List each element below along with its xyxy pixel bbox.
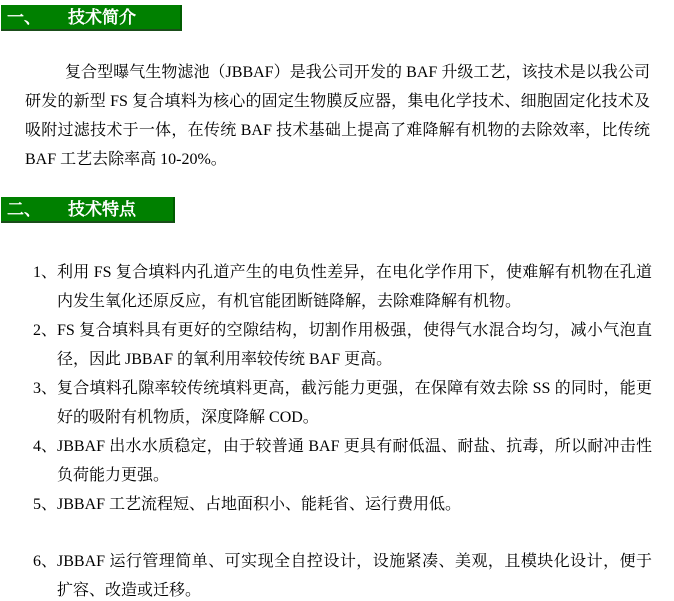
list-item-text: 复合填料孔隙率较传统填料更高，截污能力更强，在保障有效去除 SS 的同时，能更好的吸附有机物质，深度降解 COD。 xyxy=(57,380,652,426)
list-item-number: 3、 xyxy=(33,380,58,397)
section-number: 二、 xyxy=(7,200,41,219)
list-item-number: 4、 xyxy=(33,438,58,455)
list-item-number: 6、 xyxy=(33,553,58,570)
list-item-number: 1、 xyxy=(33,264,58,281)
list-item-number: 2、 xyxy=(33,322,58,339)
list-item xyxy=(33,374,652,432)
section-title: 技术特点 xyxy=(68,200,136,219)
list-item xyxy=(33,432,652,490)
feature-list xyxy=(33,258,652,601)
section-title: 技术简介 xyxy=(68,8,136,27)
list-item-number: 5、 xyxy=(33,496,58,513)
section-header-tech-intro xyxy=(1,5,182,31)
list-item xyxy=(33,258,652,316)
list-item-text: FS 复合填料具有更好的空隙结构，切割作用极强，使得气水混合均匀，减小气泡直径，因此 JBBAF 的氧利用率较传统 BAF 更高。 xyxy=(57,322,652,368)
list-item-text: JBBAF 出水水质稳定，由于较普通 BAF 更具有耐低温、耐盐、抗毒，所以耐冲击性负荷能力更强。 xyxy=(57,438,652,484)
tech-intro-paragraph: 复合型曝气生物滤池（JBBAF）是我公司开发的 BAF 升级工艺，该技术是以我公司研发的新型 FS 复合填料为核心的固定生物膜反应器，集电化学技术、细胞固定化技术及吸附过滤技术于一体，在传统 BAF 技术基础上提高了难降解有机物的去除效率，比传统 BAF 工艺去除率高 10-20%。 xyxy=(25,64,650,168)
section-number: 一、 xyxy=(7,8,41,27)
list-item xyxy=(33,547,652,601)
list-item-text: JBBAF 工艺流程短、占地面积小、能耗省、运行费用低。 xyxy=(57,496,462,513)
list-item xyxy=(33,490,652,519)
list-item-text: JBBAF 运行管理简单、可实现全自控设计，设施紧凑、美观，且模块化设计，便于扩容、改造或迁移。 xyxy=(57,553,652,599)
section-header-tech-features xyxy=(1,197,175,223)
list-item xyxy=(33,316,652,374)
list-item-text: 利用 FS 复合填料内孔道产生的电负性差异，在电化学作用下，使难解有机物在孔道内发生氧化还原反应，有机官能团断链降解，去除难降解有机物。 xyxy=(57,264,652,310)
